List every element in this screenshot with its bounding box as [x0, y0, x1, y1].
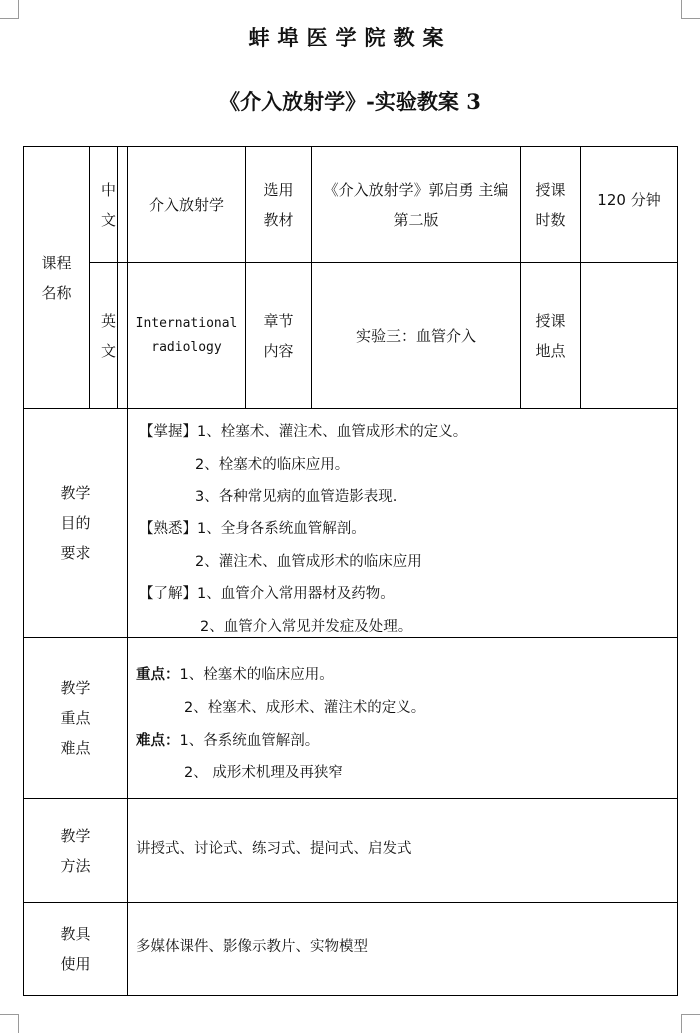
- english-course-name: [128, 263, 245, 408]
- hours-value: 120 分钟: [597, 191, 661, 209]
- methods-label-line: 方法: [60, 856, 91, 875]
- key-point-heading: 重点：: [136, 667, 180, 683]
- chapter-label: [246, 263, 311, 408]
- key-points-label: [24, 638, 127, 798]
- hours-label: [521, 147, 580, 262]
- location-label: [521, 263, 580, 408]
- key-point-text: 1、栓塞术的临床应用。: [179, 667, 334, 683]
- textbook-value: [312, 147, 520, 262]
- english-name-line: radiology: [151, 339, 222, 355]
- difficulty-heading: 难点：: [136, 733, 180, 749]
- methods-label: [24, 799, 127, 902]
- textbook-label-line: 选用: [263, 180, 294, 199]
- page-corner-mark: [0, 1014, 19, 1033]
- objective-line: 【掌握】1、栓塞术、灌注术、血管成形术的定义。: [139, 424, 468, 440]
- key-point-line: [136, 663, 334, 684]
- textbook-line: 《介入放射学》郭启勇 主编: [323, 180, 509, 199]
- tools-label-line: 教具: [60, 925, 91, 943]
- english-label-line: 英: [100, 311, 116, 330]
- school-title: 蚌埠医学院教案: [248, 25, 452, 50]
- objective-line: 【了解】1、血管介入常用器材及药物。: [139, 586, 395, 602]
- hours-label-line: 时数: [535, 210, 566, 229]
- objectives-label: [24, 409, 127, 637]
- objective-line: 2、栓塞术的临床应用。: [195, 457, 350, 473]
- location-value: [581, 263, 677, 408]
- objectives-label-line: 目的: [60, 514, 91, 532]
- tools-label-line: 使用: [60, 955, 91, 973]
- page-corner-mark: [681, 0, 700, 19]
- objectives-label-line: 要求: [60, 544, 91, 562]
- difficulty-text: 1、各系统血管解剖。: [179, 733, 320, 749]
- chinese-course-name: 介入放射学: [148, 195, 224, 214]
- difficulty-line: 2、 成形术机理及再狭窄: [184, 765, 343, 781]
- key-points-label-line: 难点: [60, 739, 91, 757]
- chapter-label-line: 章节: [263, 311, 294, 330]
- english-label: [90, 263, 127, 408]
- course-name-label-line: 名称: [41, 283, 72, 302]
- chinese-label: [90, 147, 127, 262]
- chapter-value: 实验三：血管介入: [355, 326, 476, 345]
- course-name-label-line: 课程: [41, 253, 72, 272]
- methods-label-line: 教学: [60, 826, 91, 845]
- page-corner-mark: [0, 0, 19, 19]
- textbook-label: [246, 147, 311, 262]
- textbook-label-line: 教材: [263, 210, 294, 229]
- objective-line: 3、各种常见病的血管造影表现.: [195, 489, 398, 505]
- chinese-label-line: 中: [100, 180, 116, 199]
- objective-line: 2、灌注术、血管成形术的临床应用: [195, 554, 422, 570]
- page-corner-mark: [681, 1014, 700, 1033]
- objective-line: 2、血管介入常见并发症及处理。: [200, 619, 413, 635]
- chinese-label-line: 文: [100, 210, 116, 229]
- objective-line: 【熟悉】1、全身各系统血管解剖。: [139, 521, 366, 537]
- difficulty-line: [136, 729, 319, 750]
- key-point-line: 2、栓塞术、成形术、灌注术的定义。: [184, 700, 426, 716]
- tools-label: [24, 903, 127, 995]
- key-points-label-line: 重点: [60, 709, 91, 727]
- chapter-label-line: 内容: [263, 341, 294, 360]
- course-title: 《介入放射学》-实验教案 3: [219, 89, 481, 114]
- objectives-label-line: 教学: [60, 484, 91, 502]
- english-name-line: International: [135, 315, 238, 331]
- tools-text: 多媒体课件、影像示教片、实物模型: [136, 939, 368, 955]
- course-name-label: [24, 147, 89, 408]
- location-label-line: 地点: [535, 341, 566, 360]
- english-label-line: 文: [100, 341, 116, 360]
- hours-label-line: 授课: [535, 180, 566, 199]
- textbook-line: 第二版: [393, 210, 439, 229]
- key-points-label-line: 教学: [60, 679, 91, 697]
- location-label-line: 授课: [535, 311, 566, 330]
- methods-text: 讲授式、讨论式、练习式、提问式、启发式: [136, 841, 412, 857]
